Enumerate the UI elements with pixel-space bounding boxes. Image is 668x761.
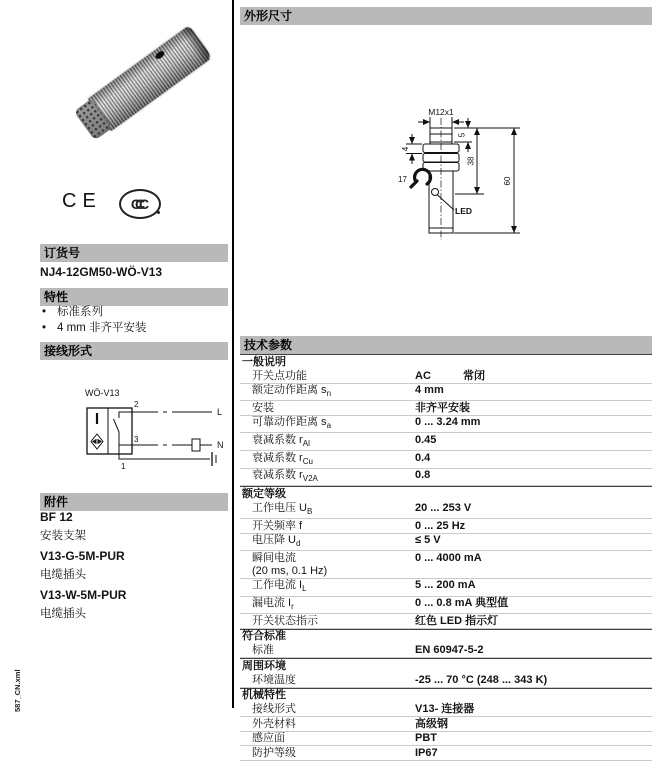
spec-label: 工作电压 $U_B$	[252, 501, 313, 517]
spec-row	[240, 644, 652, 659]
spec-row	[240, 469, 652, 487]
spec-value: EN 60947-5-2	[415, 644, 484, 657]
spec-label: 衰减系数 $r_{V2A}$	[252, 469, 318, 484]
spec-value: 4 mm	[415, 384, 444, 396]
spec-section-header: 符合标准	[240, 629, 652, 644]
wrench-size-label: 17	[398, 175, 407, 184]
neutral-wire-label: N	[217, 440, 224, 450]
line-wire-label: L	[217, 407, 223, 417]
spec-value: 0 ... 25 Hz	[415, 519, 466, 532]
spec-row	[240, 384, 652, 402]
ccc-letters: CCC	[130, 196, 144, 212]
spec-label: 接线形式	[252, 703, 296, 716]
wiring-diagram	[40, 383, 232, 483]
spec-label: 额定动作距离 $s_n$	[252, 384, 332, 399]
column-divider	[232, 0, 234, 708]
section-title-features: 特性	[40, 288, 228, 306]
spec-value: ≤ 5 V	[415, 534, 441, 547]
section-title-dimensions: 外形尺寸	[240, 7, 652, 25]
spec-value: 0 ... 3.24 mm	[415, 416, 481, 429]
spec-label: 瞬间电流 (20 ms, 0.1 Hz)	[252, 553, 415, 577]
document-id-vertical: 587_CN.xml	[13, 669, 22, 712]
ccc-mark	[119, 189, 161, 219]
spec-value: PBT	[415, 732, 437, 745]
spec-row	[240, 597, 652, 615]
sensor-led-hole	[154, 50, 166, 61]
spec-row	[240, 433, 652, 451]
spec-row	[240, 534, 652, 552]
accessory-description: 安装支架	[40, 530, 86, 542]
spec-value: V13- 连接器	[415, 703, 475, 716]
spec-value: 红色 LED 指示灯	[415, 614, 499, 627]
spec-value-2: 常闭	[463, 369, 485, 382]
wrench-icon	[411, 169, 431, 187]
spec-row	[240, 451, 652, 469]
spec-row	[240, 673, 652, 688]
product-photo	[82, 24, 216, 136]
accessory-description: 电缆插头	[40, 569, 86, 581]
led-label: LED	[455, 206, 472, 216]
spec-value: 0 ... 0.8 mA 典型值	[415, 597, 509, 609]
spec-label: 标准	[252, 644, 274, 657]
spec-label: 开关频率 f	[252, 519, 303, 532]
wiring-diagram-label: WÖ-V13	[85, 388, 120, 398]
spec-value: 0.4	[415, 451, 431, 464]
spec-label-line2: (20 ms, 0.1 Hz)	[252, 564, 328, 577]
sensor-connector-cap	[74, 99, 113, 141]
feature-item	[42, 322, 146, 335]
spec-label: 漏电流 $I_r$	[252, 597, 294, 612]
spec-value: 5 ... 200 mA	[415, 579, 476, 592]
spec-row	[240, 501, 652, 519]
ccc-dot	[157, 211, 160, 214]
spec-section-header: 额定等级	[240, 486, 652, 501]
spec-value: 0.45	[415, 433, 437, 446]
spec-label: 防护等级	[252, 746, 296, 759]
spec-label: 环境温度	[252, 673, 296, 686]
sensor-barrel	[85, 25, 212, 133]
spec-value: 高级钢	[415, 717, 448, 730]
spec-label: 外壳材料	[252, 717, 296, 730]
spec-value: AC 常闭	[415, 369, 485, 382]
spec-label: 安装	[252, 401, 274, 414]
dim-38-label: 38	[466, 156, 476, 166]
spec-row	[240, 732, 652, 747]
dim-thread-label: M12x1	[428, 107, 454, 117]
section-title-accessories: 附件	[40, 493, 228, 511]
spec-label: 开关状态指示	[252, 614, 318, 627]
spec-value: 0.8	[415, 469, 431, 482]
accessories-list	[40, 511, 126, 628]
spec-section-header: 周围环境	[240, 658, 652, 673]
features-list	[42, 306, 146, 338]
ce-mark: CE	[62, 190, 102, 212]
terminal-2-label: 2	[134, 400, 139, 409]
spec-row	[240, 703, 652, 718]
spec-label: 衰减系数 $r_{Cu}$	[252, 451, 313, 466]
spec-value: IP67	[415, 746, 438, 759]
spec-label: 工作电流 $I_L$	[252, 579, 307, 594]
spec-row	[240, 717, 652, 732]
dim-5-label: 5	[457, 132, 467, 138]
terminal-3-label: 3	[134, 435, 139, 444]
dimension-drawing	[368, 104, 552, 244]
spec-section-header: 机械特性	[240, 688, 652, 703]
spec-label: 开关点功能	[252, 369, 307, 382]
spec-table-body	[240, 354, 652, 761]
spec-row	[240, 401, 652, 416]
feature-text: 标准系列	[57, 306, 103, 318]
bullet-icon: •	[42, 322, 47, 334]
spec-section-header: 一般说明	[240, 354, 652, 369]
section-title-technical-data: 技术参数	[240, 336, 652, 354]
spec-label: 可靠动作距离 $s_a$	[252, 416, 332, 431]
accessory-model: V13-W-5M-PUR	[40, 588, 127, 602]
terminal-1-label: 1	[121, 462, 126, 471]
spec-row	[240, 551, 652, 579]
spec-row	[240, 416, 652, 434]
spec-label: 衰减系数 $r_{Al}$	[252, 433, 310, 449]
spec-row	[240, 369, 652, 384]
feature-item	[42, 306, 146, 319]
spec-value: 非齐平安装	[415, 401, 470, 414]
accessory-model: V13-G-5M-PUR	[40, 549, 125, 563]
spec-value: 20 ... 253 V	[415, 501, 472, 514]
spec-value: 0 ... 4000 mA	[415, 551, 482, 564]
spec-label: 电压降 $U_d$	[252, 534, 301, 549]
section-title-connection: 接线形式	[40, 342, 228, 360]
spec-row	[240, 519, 652, 534]
dim-4-label: 4	[401, 146, 410, 152]
spec-row	[240, 579, 652, 597]
dim-60-label: 60	[503, 176, 512, 186]
spec-row	[240, 746, 652, 761]
accessory-model: BF 12	[40, 510, 73, 524]
spec-value: -25 ... 70 °C (248 ... 343 K)	[415, 673, 548, 686]
accessory-description: 电缆插头	[40, 608, 86, 620]
spec-row	[240, 614, 652, 629]
feature-text: 4 mm 非齐平安装	[57, 322, 147, 334]
bullet-icon: •	[42, 306, 47, 318]
section-title-order-number: 订货号	[40, 244, 228, 262]
spec-label: 感应面	[252, 732, 285, 745]
order-number: NJ4-12GM50-WÖ-V13	[40, 265, 163, 279]
